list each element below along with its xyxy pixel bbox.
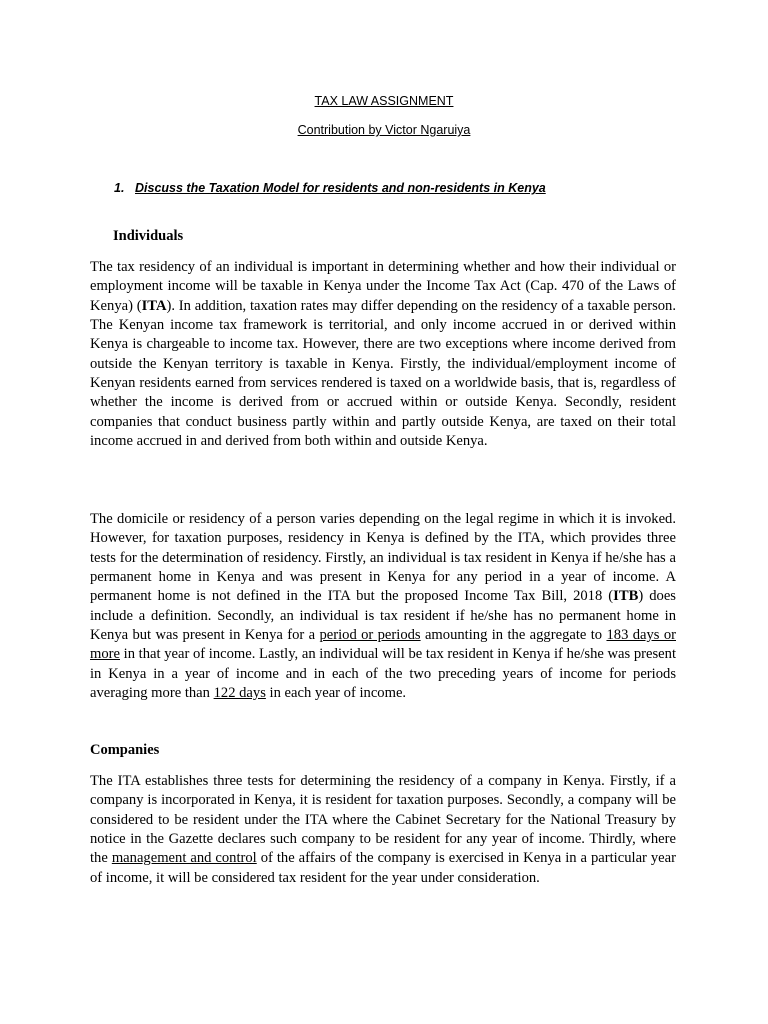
text-run: amounting in the aggregate to xyxy=(420,627,607,644)
question-heading xyxy=(114,181,546,195)
companies-paragraph-1 xyxy=(90,772,676,888)
document-title: TAX LAW ASSIGNMENT xyxy=(314,94,454,108)
companies-heading: Companies xyxy=(90,742,160,758)
question-number: 1. xyxy=(114,181,125,195)
text-run: in each year of income. xyxy=(265,685,407,702)
text-run: of the affairs of the company is exercised in Kenya in a particular year of income, it will be considered tax resident for the year under consideration. xyxy=(90,850,676,886)
abbreviation-itb: ITB xyxy=(613,588,639,605)
underlined-term: 183 days or more xyxy=(90,627,676,663)
individuals-paragraph-1 xyxy=(90,258,676,451)
question-text: Discuss the Taxation Model for residents and non-residents in Kenya xyxy=(135,181,546,195)
text-run: The ITA establishes three tests for determining the residency of a company in Kenya. Firstly, if a company is incorporated in Kenya, it is resident for taxation purposes. Secondly, a company will be considered to be resident under the ITA where the Cabinet Secretary for the National Treasury by notice in the Gazette declares such company to be resident for any year of income. Thirdly, where the xyxy=(90,773,676,867)
text-run: The domicile or residency of a person varies depending on the legal regime in which it is invoked. However, for taxation purposes, residency in Kenya is defined by the ITA, which provides three tests for the determination of residency. Firstly, an individual is tax resident in Kenya if he/she has a permanent home in Kenya and was present in Kenya for any period in a year of income. A permanent home is not defined in the ITA but the proposed Income Tax Bill, 2018 ( xyxy=(90,511,676,605)
individuals-heading: Individuals xyxy=(113,228,184,244)
underlined-term: period or periods xyxy=(319,627,421,644)
underlined-term: 122 days xyxy=(213,685,266,702)
individuals-paragraph-2 xyxy=(90,510,676,703)
underlined-term: management and control xyxy=(111,850,257,867)
text-run: in that year of income. Lastly, an individual will be tax resident in Kenya if he/she was present in Kenya in a year of income and in each of the two preceding years of income for periods averaging more than xyxy=(90,646,676,702)
contribution-line: Contribution by Victor Ngaruiya xyxy=(297,123,471,137)
abbreviation-ita: ITA xyxy=(141,297,167,314)
text-run: The tax residency of an individual is important in determining whether and how their individual or employment income will be taxable in Kenya under the Income Tax Act (Cap. 470 of the Laws of Kenya) ( xyxy=(90,259,676,314)
text-run: ). In addition, taxation rates may differ depending on the residency of a taxable person. The Kenyan income tax framework is territorial, and only income accrued in or derived within Kenya is chargeable to income tax. However, there are two exceptions where income derived from outside the Kenyan territory is taxable in Kenya. Firstly, the individual/employment income of Kenyan residents earned from services rendered is taxed on a worldwide basis, that is, regardless of whether the income is derived from or accrued within or outside Kenya. Secondly, resident companies that conduct business partly within and partly outside Kenya, are taxed on their total income accrued in and derived from both within and outside Kenya. xyxy=(90,297,676,450)
text-run: ) does include a definition. Secondly, an individual is tax resident if he/she has no permanent home in Kenya but was present in Kenya for a xyxy=(90,588,676,644)
